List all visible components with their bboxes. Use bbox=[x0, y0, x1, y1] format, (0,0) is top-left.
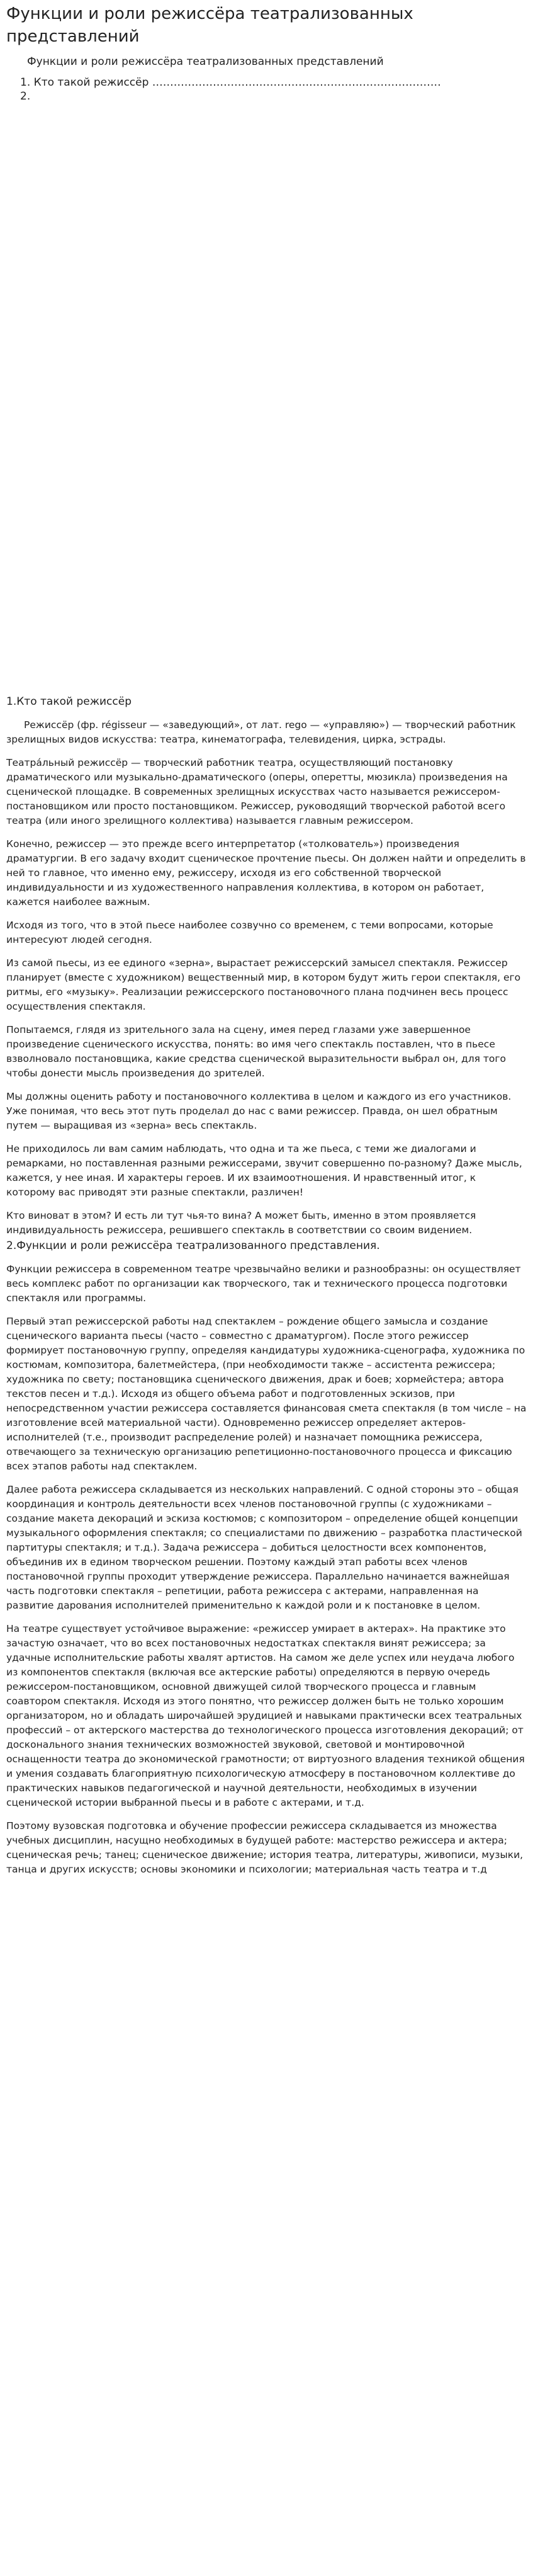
paragraph: Исходя из того, что в этой пьесе наиболее созвучно со временем, с теми вопросами, которые интересуют людей сегодня. bbox=[6, 920, 493, 945]
paragraph: Далее работа режиссера складывается из нескольких направлений. С одной стороны это – общая координация и контроль деятельности всех членов постановочной группы (с художниками – создание макета декораций и эскиза костюмов; с композитором – определение общей концепции музыкального оформления спектакля; со специалистами по движению – разработка пластической партитуры спектакля; и т.д.). Задача режиссера – добиться целостности всех компонентов, объединив их в едином творческом решении. Поэтому каждый этап работы всех членов постановочной группы проходит утверждение режиссера. Параллельно начинается важнейшая часть подготовки спектакля – репетиции, работа режиссера с актерами, направленная на развитие дарования исполнителей применительно к каждой роли и к постановке в целом. bbox=[6, 1484, 522, 1611]
page-title: Функции и роли режиссёра театрализованных представлений bbox=[6, 4, 413, 46]
paragraph: Первый этап режиссерской работы над спектаклем – рождение общего замысла и создание сценического варианта пьесы (часто – совместно с драматургом). После этого режиссер формирует постановочную группу, определяя кандидатуры художника-сценографа, художника по костюмам, композитора, балетмейстера, (при необходимости также – ассистента режиссера; художника по свету; постановщика сценического движения, драк и боев; хормейстера; автора текстов песен и т.д.). Исходя из общего объема работ и подготовленных эскизов, при непосредственном участии режиссера составляется финансовая смета спектакля (в том числе – на изготовление всей материальной части). Одновременно режиссер определяет актеров-исполнителей (т.е., производит распределение ролей) и назначает помощника режиссера, отвечающего за техническую организацию репетиционно-постановочного процесса и фиксацию всех этапов работы над спектаклем. bbox=[6, 1316, 527, 1472]
paragraph: Не приходилось ли вам самим наблюдать, что одна и та же пьеса, с теми же диалогами и ремарками, но поставленная разными режиссерами, звучит совершенно по-разному? Даже мысль, кажется, у нее иная. И характеры героев. И их взаимоотношения. И нравственный итог, к которому вас приводят эти разные спектакли, различен! bbox=[6, 1143, 522, 1198]
toc-item[interactable]: 1. Кто такой режиссёр ……………………………………………………………………… bbox=[20, 76, 441, 89]
section-heading: 2.Функции и роли режиссёра театрализованного представления. bbox=[6, 1240, 380, 1252]
paragraph: Попытаемся, глядя из зрительного зала на сцену, имея перед глазами уже завершенное произведение сценического искусства, понять: во имя чего спектакль поставлен, что в пьесе взволновало постановщика, какие средства сценической выразительности выбрал он, для того чтобы донести мысль произведения до зрителей. bbox=[6, 1024, 507, 1079]
paragraph: Театра́льный режиссёр — творческий работник театра, осуществляющий постановку драматического или музыкально-драматического (оперы, оперетты, мюзикла) произведения на сценической площадке. В современных зрелищных искусствах часто называется режиссером-постановщиком или просто постановщиком. Режиссер, руководящий творческой работой всего театра (или иного зрелищного коллектива) называется главным режиссером. bbox=[6, 757, 508, 826]
paragraph: Режиссёр (фр. régisseur — «заведующий», от лат. rego — «управляю») — творческий работник зрелищных видов искусства: театра, кинематографа, телевидения, цирка, эстрады. bbox=[6, 719, 516, 745]
section-1 bbox=[6, 694, 527, 1246]
paragraph: Кто виноват в этом? И есть ли тут чья-то вина? А может быть, именно в этом проявляется индивидуальность режиссера, решившего спектакль в соответствии со своим видением. bbox=[6, 1210, 476, 1236]
paragraph: На театре существует устойчивое выражение: «режиссер умирает в актерах». На практике это зачастую означает, что во всех постановочных недостатках спектакля винят режиссера; за удачные исполнительские работы хвалят артистов. На самом же деле успех или неудача любого из компонентов спектакля (включая все актерские работы) определяются в первую очередь режиссером-постановщиком, основной движущей силой творческого процесса и главным соавтором спектакля. Исходя из этого понятно, что режиссер должен быть не только хорошим организатором, но и обладать широчайшей эрудицией и навыками практически всех театральных профессий – от актерского мастерства до технологического процесса изготовления декораций; от досконального знания технических возможностей звуковой, световой и монтировочной оснащенности театра до экономической грамотности; от виртуозного владения техникой общения и умения создавать благоприятную психологическую атмосферу в постановочном коллективе до практических навыков педагогической и научной деятельности, необходимых в изучении сценической истории выбранной пьесы и в работе с актерами, и т.д. bbox=[6, 1623, 525, 1808]
paragraph: Конечно, режиссер — это прежде всего интерпретатор («толкователь») произведения драматургии. В его задачу входит сценическое прочтение пьесы. Он должен найти и определить в ней то главное, что именно ему, режиссеру, исходя из его собственной творческой индивидуальности и из художественного направления коллектива, в котором он работает, кажется наиболее важным. bbox=[6, 838, 526, 908]
table-of-contents bbox=[6, 76, 527, 103]
paragraph: Мы должны оценить работу и постановочного коллектива в целом и каждого из его участников. Уже понимая, что весь этот путь проделал до нас с вами режиссер. Правда, он шел обратным путем — выращивая из «зерна» весь спектакль. bbox=[6, 1091, 512, 1131]
section-2 bbox=[6, 1238, 527, 1886]
paragraph: Из самой пьесы, из ее единого «зерна», вырастает режиссерский замысел спектакля. Режиссер планирует (вместе с художником) вещественный мир, в котором будут жить герои спектакля, его ритмы, его «музыку». Реализации режиссерского постановочного плана подчинен весь процесс осуществления спектакля. bbox=[6, 957, 521, 1012]
section-heading: 1.Кто такой режиссёр bbox=[6, 695, 132, 708]
toc-item[interactable]: 2. bbox=[20, 90, 31, 103]
paragraph: Поэтому вузовская подготовка и обучение профессии режиссера складывается из множества учебных дисциплин, насущно необходимых в будущей работе: мастерство режиссера и актера; сценическая речь; танец; сценическое движение; история театра, литературы, живописи, музыки, танца и других искусств; основы экономики и психологии; материальная часть театра и т.д bbox=[6, 1820, 524, 1875]
toc-title: Функции и роли режиссёра театрализованных представлений bbox=[27, 55, 384, 68]
paragraph: Функции режиссера в современном театре чрезвычайно велики и разнообразны: он осуществляет весь комплекс работ по организации как творческого, так и технического процесса подготовки спектакля или программы. bbox=[6, 1263, 521, 1304]
